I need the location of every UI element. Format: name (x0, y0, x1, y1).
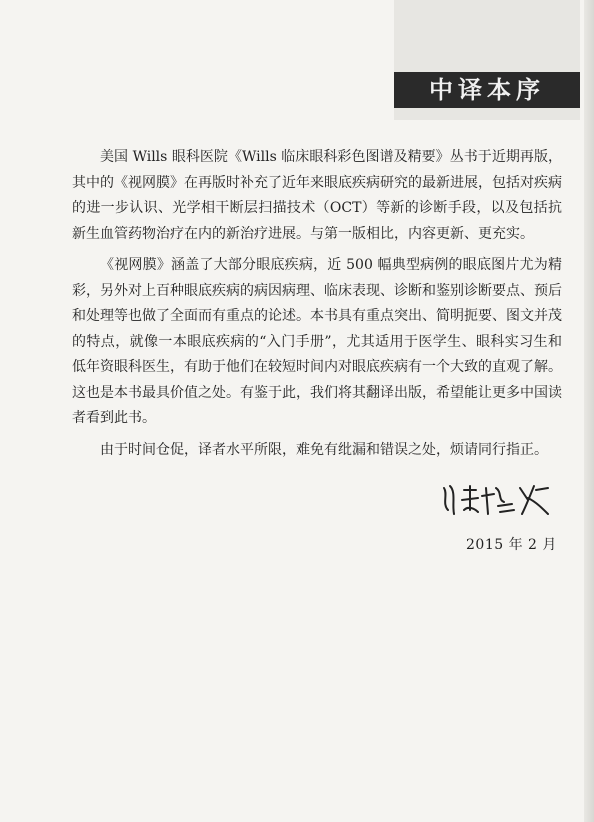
page-title: 中译本序 (394, 72, 580, 108)
preface-body (72, 145, 562, 469)
paragraph-1: 美国 Wills 眼科医院《Wills 临床眼科彩色图谱及精要》丛书于近期再版，其中的《视网膜》在再版时补充了近年来眼底疾病研究的最新进展，包括对疾病的进一步认识、光学相干断层扫描技术（OCT）等新的诊断手段，以及包括抗新生血管药物治疗在内的新治疗进展。与第一版相比，内容更新、更充实。 (72, 149, 562, 242)
date: 2015 年 2 月 (466, 537, 557, 553)
handwritten-signature (438, 480, 553, 520)
page-edge (584, 0, 594, 822)
paragraph-3: 由于时间仓促，译者水平所限，难免有纰漏和错误之处，烦请同行指正。 (100, 441, 548, 458)
paragraph-2: 《视网膜》涵盖了大部分眼底疾病，近 500 幅典型病例的眼底图片尤为精彩，另外对上百种眼底疾病的病因病理、临床表现、诊断和鉴别诊断要点、预后和处理等也做了全面而有重点的论述。本书具有重点突出、简明扼要、图文并茂的特点，就像一本眼底疾病的“入门手册”，尤其适用于医学生、眼科实习生和低年资眼科医生，有助于他们在较短时间内对眼底疾病有一个大致的直观了解。这也是本书最具价值之处。有鉴于此，我们将其翻译出版，希望能让更多中国读者看到此书。 (72, 257, 562, 426)
